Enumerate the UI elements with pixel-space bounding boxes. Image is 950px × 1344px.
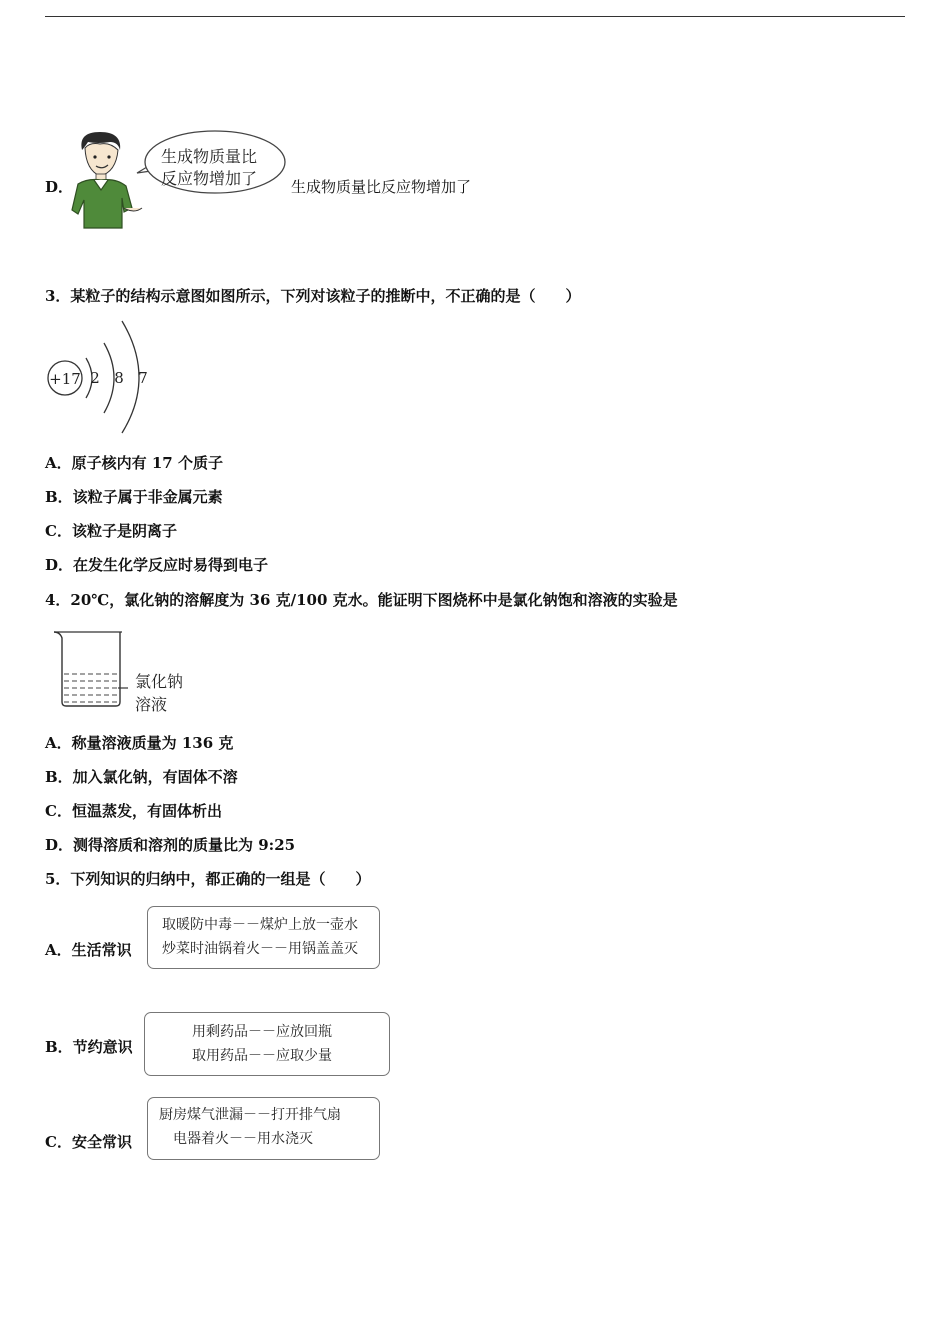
atom-structure-diagram — [46, 318, 156, 436]
q3-option-a: A．原子核内有 17 个质子 — [45, 454, 223, 472]
beaker-label-line1: 氯化钠 — [135, 672, 184, 691]
shell-1-label: 2 — [90, 369, 100, 387]
nucleus-charge-label: +17 — [49, 370, 81, 388]
q5-option-c-label: C．安全常识 — [45, 1133, 132, 1151]
q5-option-b-box — [144, 1012, 390, 1076]
shell-2-label: 8 — [114, 369, 124, 387]
shell-3-label: 7 — [138, 369, 148, 387]
q5-option-a-line2: 炒菜时油锅着火－－用锅盖盖灭 — [162, 941, 358, 957]
beaker-label-line2: 溶液 — [135, 695, 168, 714]
q4-stem: 4．20℃，氯化钠的溶解度为 36 克/100 克水。能证明下图烧杯中是氯化钠饱和溶液的实验是 — [45, 591, 678, 609]
q5-option-a-label: A．生活常识 — [45, 941, 132, 959]
bubble-text-line2: 反应物增加了 — [161, 169, 258, 188]
q5-option-a-line1: 取暖防中毒－－煤炉上放一壶水 — [162, 917, 358, 933]
header-rule — [45, 16, 905, 17]
q3-stem: 3．某粒子的结构示意图如图所示，下列对该粒子的推断中，不正确的是（ ） — [45, 287, 581, 305]
q3-option-d: D．在发生化学反应时易得到电子 — [45, 556, 269, 574]
q5-stem: 5．下列知识的归纳中，都正确的一组是（ ） — [45, 870, 371, 888]
q5-option-c-box — [147, 1097, 380, 1160]
q5-option-a-box — [147, 906, 380, 969]
q2-option-d-text: 生成物质量比反应物增加了 — [291, 178, 472, 196]
q3-option-c: C．该粒子是阴离子 — [45, 522, 177, 540]
q5-option-b-line2: 取用药品－－应取少量 — [192, 1048, 332, 1064]
q2-option-d-letter: D． — [45, 178, 74, 196]
q5-option-c-line1: 厨房煤气泄漏－－打开排气扇 — [159, 1107, 341, 1123]
q5-option-b-line1: 用剩药品－－应放回瓶 — [192, 1024, 332, 1040]
q4-option-c: C．恒温蒸发，有固体析出 — [45, 802, 222, 820]
q5-option-b-label: B．节约意识 — [45, 1038, 133, 1056]
bubble-text-line1: 生成物质量比 — [161, 147, 258, 166]
q5-option-c-line2: 电器着火－－用水浇灭 — [173, 1131, 313, 1147]
q4-option-b: B．加入氯化钠，有固体不溶 — [45, 768, 238, 786]
q4-option-d: D．测得溶质和溶剂的质量比为 9:25 — [45, 836, 296, 854]
beaker-diagram — [52, 630, 132, 710]
q4-option-a: A．称量溶液质量为 136 克 — [45, 734, 234, 752]
q3-option-b: B．该粒子属于非金属元素 — [45, 488, 223, 506]
